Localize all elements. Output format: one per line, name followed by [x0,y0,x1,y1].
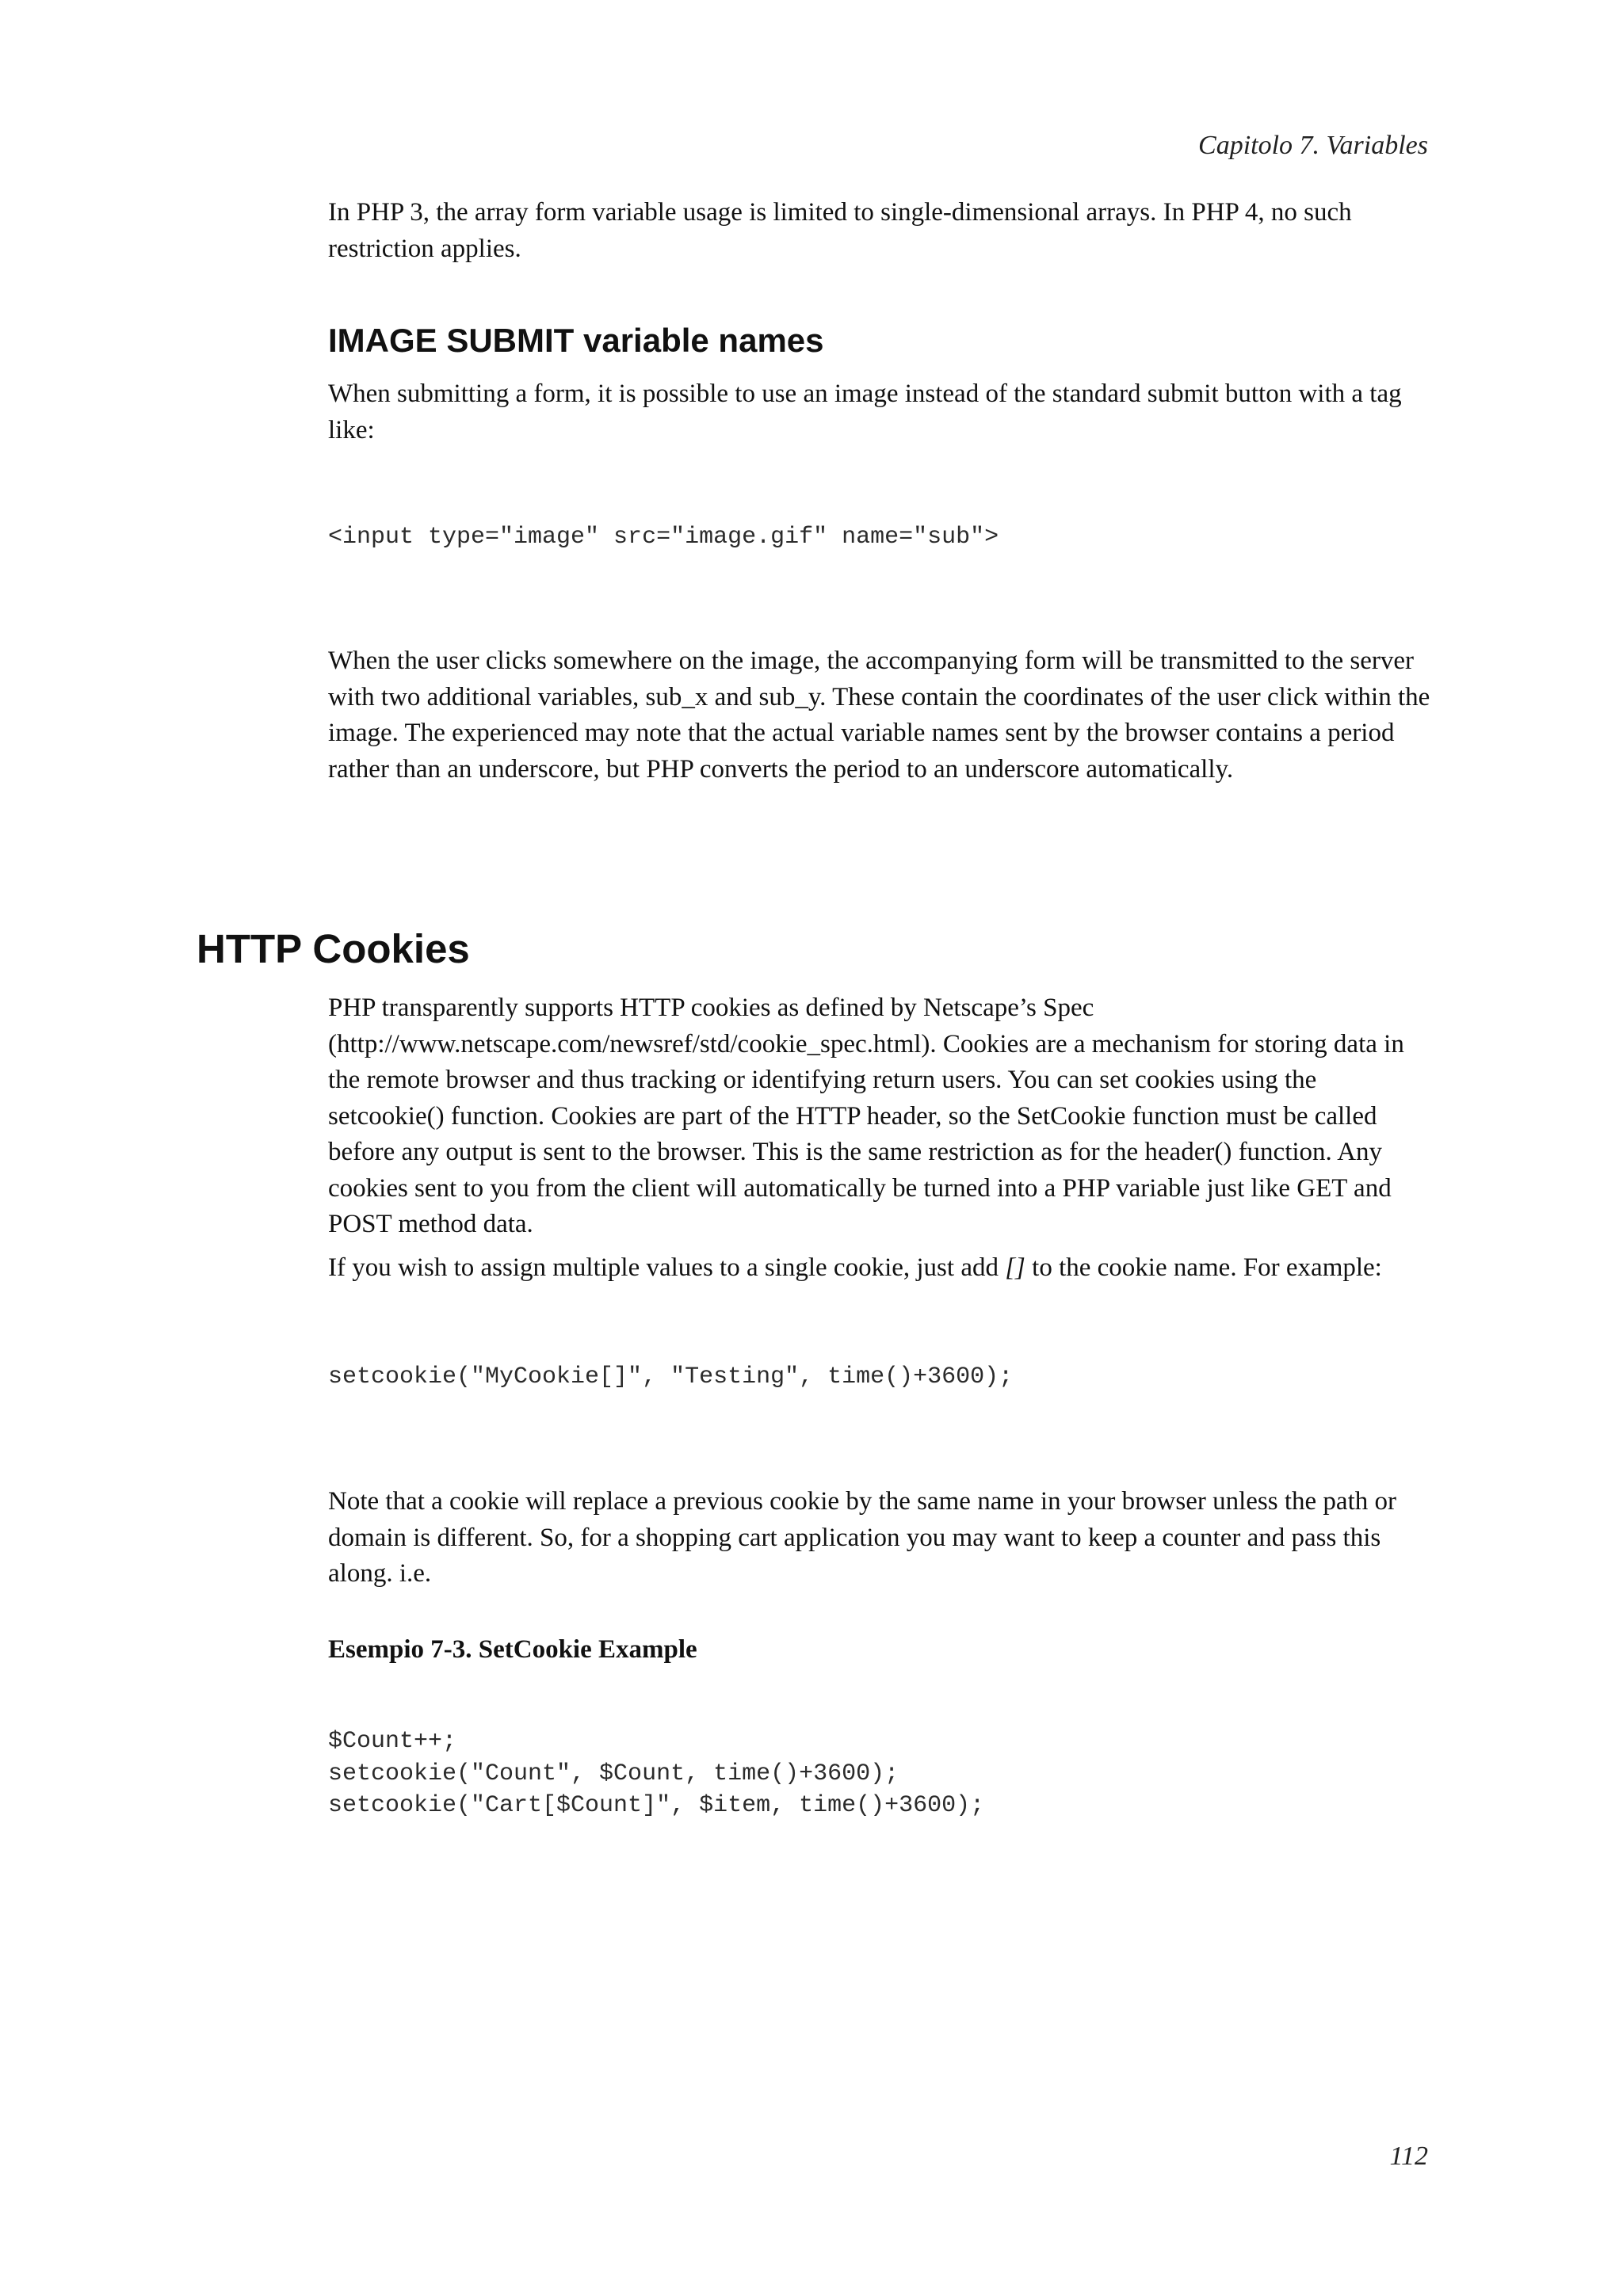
multiple-values-text-before: If you wish to assign multiple values to a single cookie, just add [328,1253,1006,1282]
example-code-line: setcookie("Cart[$Count]", $item, time()+3600); [328,1792,985,1819]
page-number: 112 [1389,2142,1428,2171]
paragraph-image-submit-intro: When submitting a form, it is possible to use an image instead of the standard submit button with a tag like: [328,379,1402,444]
array-brackets-emphasis: [] [1005,1253,1025,1282]
code-setcookie-array: setcookie("MyCookie[]", "Testing", time()+3600); [328,1363,1014,1390]
example-title: Esempio 7-3. SetCookie Example [328,1635,697,1664]
example-code-line: $Count++; [328,1728,457,1755]
example-code-line: setcookie("Count", $Count, time()+3600); [328,1760,899,1787]
heading-http-cookies: HTTP Cookies [197,926,470,971]
running-header: Capitolo 7. Variables [1198,131,1428,160]
paragraph-cookie-note: Note that a cookie will replace a previous cookie by the same name in your browser unless the path or domain is different. So, for a shopping cart application you may want to keep a counter and pass this along. i.e. [328,1487,1396,1588]
code-input-image: <input type="image" src="image.gif" name="sub"> [328,524,999,551]
paragraph-http-cookies-intro: PHP transparently supports HTTP cookies as defined by Netscape’s Spec (http://www.netscape.com/newsref/std/cookie_spec.html). Cookies are a mechanism for storing data in the remote browser and thus tracking or identifying return users. You can set cookies using the setcookie() function. Cookies are part of the HTTP header, so the SetCookie function must be called before any output is sent to the browser. This is the same restriction as for the header() function. Any cookies sent to you from the client will automatically be turned into a PHP variable just like GET and POST method data. [328,994,1404,1238]
paragraph-image-submit-explanation: When the user clicks somewhere on the image, the accompanying form will be transmitted to the server with two additional variables, sub_x and sub_y. These contain the coordinates of the user click within the image. The experienced may note that the actual variable names sent by the browser contains a period rather than an underscore, but PHP converts the period to an underscore automatically. [328,646,1430,784]
example-code-block [328,1726,984,1822]
paragraph-multiple-values [328,1250,1438,1287]
paragraph-array-restriction: In PHP 3, the array form variable usage is limited to single-dimensional arrays. In PHP 4, no such restriction applies. [328,198,1352,263]
multiple-values-text-after: to the cookie name. For example: [1025,1253,1382,1282]
heading-image-submit: IMAGE SUBMIT variable names [328,322,824,359]
